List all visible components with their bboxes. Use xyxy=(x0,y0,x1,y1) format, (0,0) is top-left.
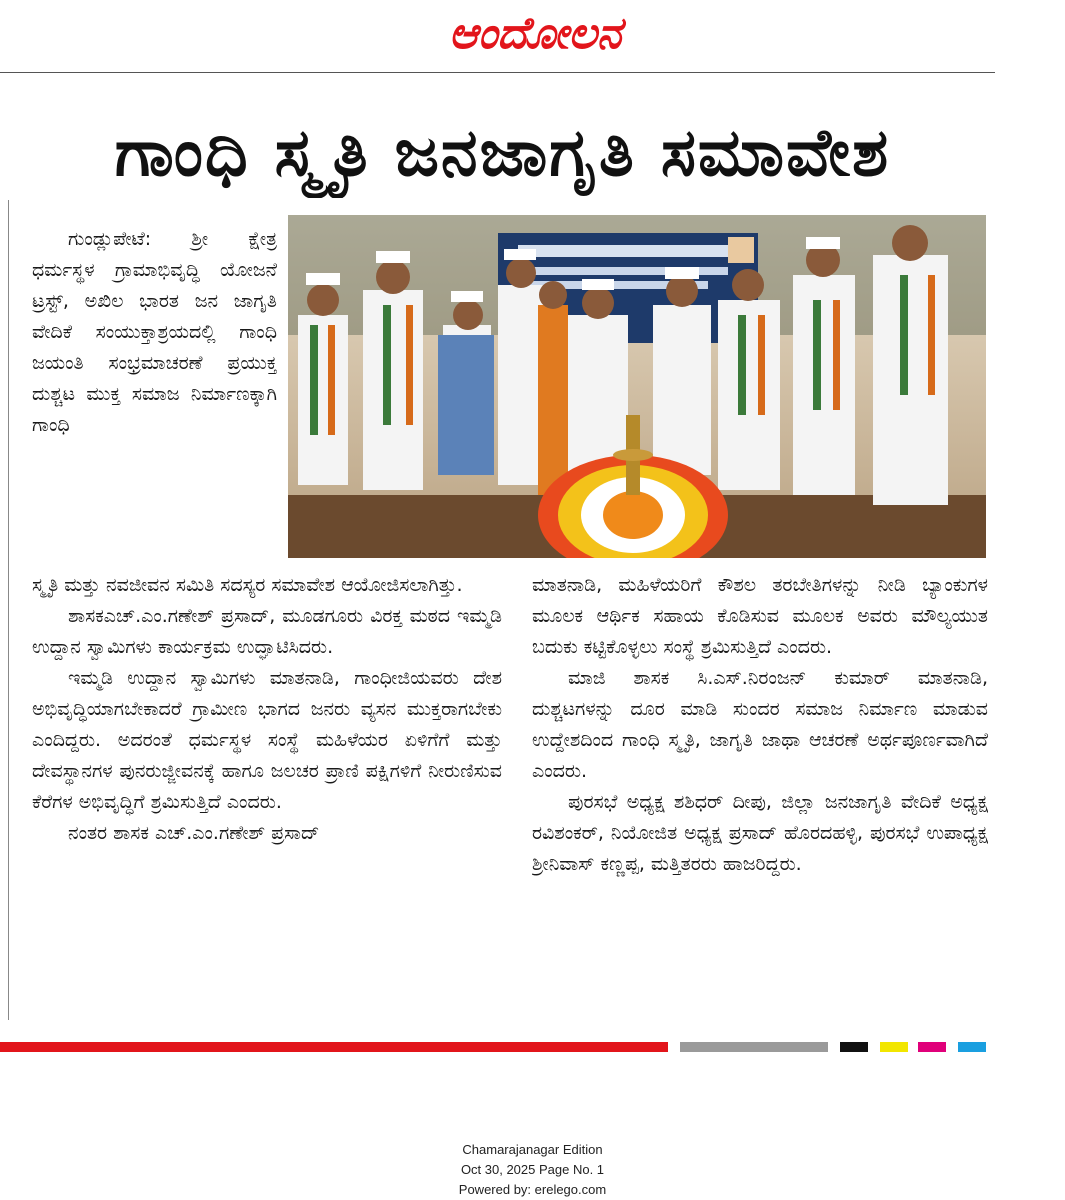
color-bar-black xyxy=(840,1042,868,1052)
article-paragraph-6: ಮಾಜಿ ಶಾಸಕ ಸಿ.ಎಸ್.ನಿರಂಜನ್ ಕುಮಾರ್ ಮಾತನಾಡಿ, ದುಶ್ಚಟಗಳನ್ನು ದೂರ ಮಾಡಿ ಸುಂದರ ಸಮಾಜ ನಿರ್ಮಾಣ ಮಾಡುವ ಉದ್ದೇಶದಿಂದ ಗಾಂಧಿ ಸ್ಮೃತಿ, ಜಾಗೃತಿ ಜಾಥಾ ಆಚರಣೆ ಅರ್ಥಪೂರ್ಣವಾಗಿದೆ ಎಂದರು. xyxy=(532,667,988,782)
color-bar-gray xyxy=(680,1042,828,1052)
article-paragraph-3: ಇಮ್ಮಡಿ ಉದ್ದಾನ ಸ್ವಾಮಿಗಳು ಮಾತನಾಡಿ, ಗಾಂಧೀಜಿಯವರು ದೇಶ ಅಭಿವೃದ್ಧಿಯಾಗಬೇಕಾದರೆ ಗ್ರಾಮೀಣ ಭಾಗದ ಜನರು ವ್ಯಸನ ಮುಕ್ತರಾಗಬೇಕು ಎಂದಿದ್ದರು. ಅದರಂತೆ ಧರ್ಮಸ್ಥಳ ಸಂಸ್ಥೆ ಮಹಿಳೆಯರ ಏಳಿಗೆಗೆ ಮತ್ತು ದೇವಸ್ಥಾನಗಳ ಪುನರುಜ್ಜೀವನಕ್ಕೆ ಹಾಗೂ ಜಲಚರ ಪ್ರಾಣಿ ಪಕ್ಷಿಗಳಿಗೆ ನೀರುಣಿಸುವ ಕೆರೆಗಳ ಅಭಿವೃದ್ಧಿಗೆ ಶ್ರಮಿಸುತ್ತಿದೆ ಎಂದರು. xyxy=(32,667,502,813)
color-bar-cyan xyxy=(958,1042,986,1052)
article-column-2 xyxy=(532,570,988,1030)
newspaper-logo[interactable] xyxy=(395,2,675,64)
article-column-1-top xyxy=(32,224,277,566)
article-headline: ಗಾಂಧಿ ಸ್ಮೃತಿ ಜನಜಾಗೃತಿ ಸಮಾವೇಶ xyxy=(114,114,891,191)
event-photo xyxy=(288,215,986,558)
logo-graphic xyxy=(395,2,675,64)
article-paragraph-5: ಮಾತನಾಡಿ, ಮಹಿಳೆಯರಿಗೆ ಕೌಶಲ ತರಬೇತಿಗಳನ್ನು ನೀಡಿ ಬ್ಯಾಂಕುಗಳ ಮೂಲಕ ಆರ್ಥಿಕ ಸಹಾಯ ಕೊಡಿಸುವ ಮೂಲಕ ಅವರು ಮೌಲ್ಯಯುತ ಬದುಕು ಕಟ್ಟಿಕೊಳ್ಳಲು ಸಂಸ್ಥೆ ಶ್ರಮಿಸುತ್ತಿದೆ ಎಂದರು. xyxy=(532,574,988,658)
article-paragraph-intro: ಗುಂಡ್ಲುಪೇಟೆ: ಶ್ರೀ ಕ್ಷೇತ್ರ ಧರ್ಮಸ್ಥಳ ಗ್ರಾಮಾಭಿವೃದ್ಧಿ ಯೋಜನೆ ಟ್ರಸ್ಟ್, ಅಖಿಲ ಭಾರತ ಜನ ಜಾಗೃತಿ ವೇದಿಕೆ ಸಂಯುಕ್ತಾಶ್ರಯದಲ್ಲಿ ಗಾಂಧಿ ಜಯಂತಿ ಸಂಭ್ರಮಾಚರಣೆ ಪ್ರಯುಕ್ತ ದುಶ್ಚಟ ಮುಕ್ತ ಸಮಾಜ ನಿರ್ಮಾಣಕ್ಕಾಗಿ ಗಾಂಧಿ xyxy=(32,228,277,436)
color-bar-yellow xyxy=(880,1042,908,1052)
article-column-1-bottom xyxy=(32,570,502,1030)
masthead xyxy=(0,0,995,73)
article-paragraph-intro-cont: ಸ್ಮೃತಿ ಮತ್ತು ನವಜೀವನ ಸಮಿತಿ ಸದಸ್ಯರ ಸಮಾವೇಶ ಆಯೋಜಿಸಲಾಗಿತ್ತು. xyxy=(32,574,463,596)
color-bar-red xyxy=(0,1042,668,1052)
article-paragraph-7: ಪುರಸಭೆ ಅಧ್ಯಕ್ಷ ಶಶಿಧರ್ ದೀಪು, ಜಿಲ್ಲಾ ಜನಜಾಗೃತಿ ವೇದಿಕೆ ಅಧ್ಯಕ್ಷ ರವಿಶಂಕರ್, ನಿಯೋಜಿತ ಅಧ್ಯಕ್ಷ ಪ್ರಸಾದ್ ಹೊರದಹಳ್ಳಿ, ಪುರಸಭೆ ಉಪಾಧ್ಯಕ್ಷ ಶ್ರೀನಿವಾಸ್ ಕಣ್ಣಪ್ಪ, ಮತ್ತಿತರರು ಹಾಜರಿದ್ದರು. xyxy=(532,791,988,875)
article-paragraph-4: ನಂತರ ಶಾಸಕ ಎಚ್.ಎಂ.ಗಣೇಶ್ ಪ್ರಸಾದ್ xyxy=(68,822,320,844)
event-photo-illustration xyxy=(288,215,986,558)
color-bar-magenta xyxy=(918,1042,946,1052)
footer-edition: Chamarajanagar Edition xyxy=(462,1142,603,1157)
article-paragraph-2: ಶಾಸಕಎಚ್.ಎಂ.ಗಣೇಶ್ ಪ್ರಸಾದ್, ಮೂಡಗೂರು ವಿರಕ್ತ ಮಠದ ಇಮ್ಮಡಿ ಉದ್ದಾನ ಸ್ವಾಮಿಗಳು ಕಾರ್ಯಕ್ರಮ ಉದ್ಘಾಟಿಸಿದರು. xyxy=(32,605,502,658)
logo-text: ಆಂದೋಲನ xyxy=(448,8,622,59)
footer-date-page: Oct 30, 2025 Page No. 1 xyxy=(460,1162,605,1177)
footer-powered-by[interactable]: Powered by: erelego.com xyxy=(458,1182,607,1197)
left-column-rule xyxy=(8,200,9,1020)
